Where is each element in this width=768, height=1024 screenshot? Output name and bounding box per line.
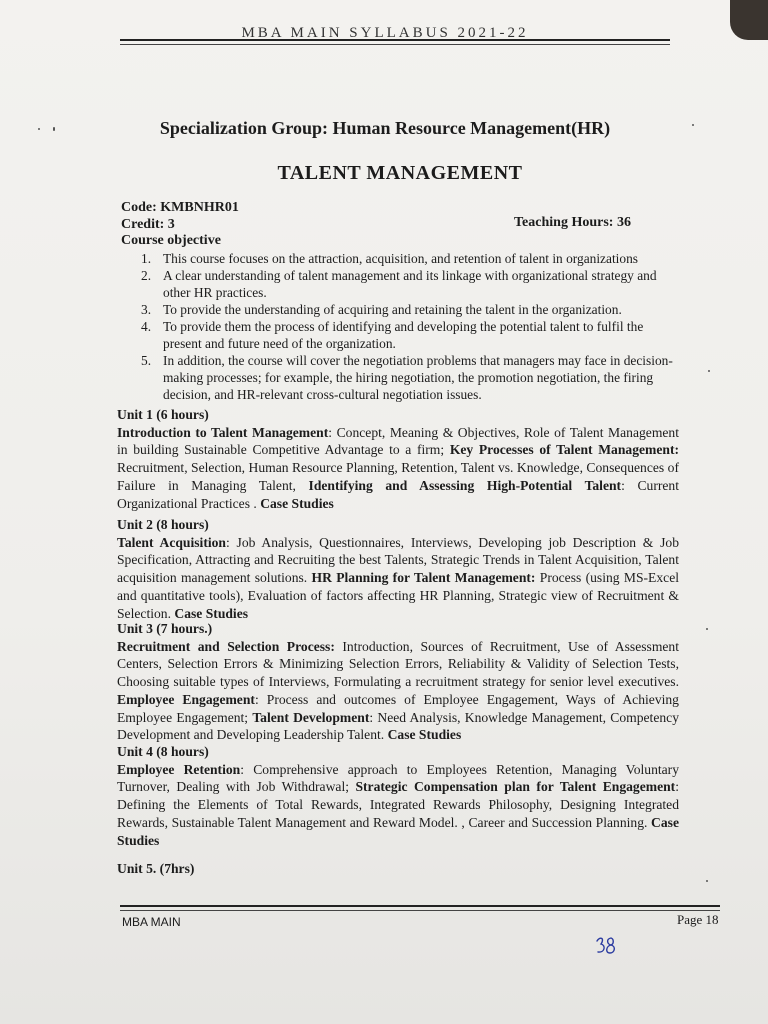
topic-title: Employee Retention xyxy=(117,761,241,777)
header-rule-thin xyxy=(120,44,670,45)
topic-title: Key Processes of Talent Management: xyxy=(449,442,680,458)
topic-text: : Process and outcomes of Employee Engagement, Ways of Achieving Employee Engagement; xyxy=(117,691,679,725)
specialization-heading: Specialization Group: Human Resource Management(HR) xyxy=(159,118,611,138)
unit-3-body xyxy=(117,638,679,744)
list-number: 5. xyxy=(141,353,152,368)
case-studies-label: Case Studies xyxy=(174,605,249,621)
list-number: 3. xyxy=(141,302,152,317)
unit-4-heading: Unit 4 (8 hours) xyxy=(117,744,209,759)
topic-text: : Comprehensive approach to Employees Retention, Managing Voluntary Turnover, Dealing with Job Withdrawal; xyxy=(117,761,680,795)
unit-2-body xyxy=(117,534,679,623)
unit-2-block xyxy=(117,516,679,622)
scan-speck xyxy=(38,128,40,130)
topic-title: Identifying and Assessing High-Potential Talent xyxy=(308,477,622,493)
topic-title: HR Planning for Talent Management: xyxy=(311,570,536,586)
teaching-hours: Teaching Hours: 36 xyxy=(514,215,631,230)
handwritten-page-mark xyxy=(594,935,618,957)
list-text: To provide them the process of identifying and developing the potential talent to fulfil the present and future need of the organization. xyxy=(163,319,644,351)
list-number: 1. xyxy=(141,251,152,266)
unit-1-block xyxy=(117,406,679,512)
page-number: Page 18 xyxy=(677,912,719,927)
objective-heading: Course objective xyxy=(121,233,221,248)
scan-speck xyxy=(706,628,708,630)
unit-4-block xyxy=(117,743,679,849)
topic-title: Talent Development xyxy=(252,709,370,725)
case-studies-label: Case Studies xyxy=(387,727,462,743)
topic-title: Introduction to Talent Management xyxy=(117,424,329,440)
unit-3-heading: Unit 3 (7 hours.) xyxy=(117,621,213,636)
running-header: MBA MAIN SYLLABUS 2021-22 xyxy=(241,25,529,38)
scan-speck xyxy=(706,880,708,882)
list-text: In addition, the course will cover the negotiation problems that managers may face in decision-making processes; for example, the hiring negotiation, the promotion negotiation, the firing decision, and HR-relevant cross-cultural negotiation issues. xyxy=(163,353,673,402)
list-item xyxy=(121,250,681,267)
scan-speck xyxy=(692,124,694,126)
header-rule-thick xyxy=(120,39,670,41)
course-code: Code: KMBNHR01 xyxy=(121,200,239,215)
unit-3-block xyxy=(117,620,679,744)
unit-2-heading: Unit 2 (8 hours) xyxy=(117,517,209,532)
list-number: 2. xyxy=(141,268,152,283)
case-studies-label: Case Studies xyxy=(260,495,334,511)
list-item xyxy=(121,352,681,403)
topic-title: Strategic Compensation plan for Talent Engagement xyxy=(355,779,676,795)
list-text: A clear understanding of talent management and its linkage with organizational strategy and other HR practices. xyxy=(163,268,657,300)
footer-rule-thick xyxy=(120,905,720,907)
unit-1-heading: Unit 1 (6 hours) xyxy=(117,407,209,422)
topic-text: Process (using MS-Excel and quantitative tools), Evaluation of factors affecting HR Planning, Strategic view of Recruitment & Selection. xyxy=(117,570,680,621)
topic-title: Employee Engagement xyxy=(117,691,255,707)
footer-program: MBA MAIN xyxy=(122,915,181,929)
unit-1-body xyxy=(117,424,679,513)
course-credit: Credit: 3 xyxy=(121,217,175,232)
list-text: To provide the understanding of acquiring and retaining the talent in the organization. xyxy=(163,302,622,317)
list-item xyxy=(121,318,681,352)
topic-text: Introduction, Sources of Recruitment, Use of Assessment Centers, Selection Errors & Minimizing Selection Errors, Reliability & Validity of Selection Tests, Choosing suitable types of Interviews, Formulating a recruitment strategy for senior level executives. xyxy=(117,638,679,690)
topic-text: : Defining the Elements of Total Rewards, Integrated Rewards Philosophy, Designing Integrated Rewards, Sustainable Talent Management and Reward Model. , Career and Succession Planning. xyxy=(117,779,679,830)
list-text: This course focuses on the attraction, acquisition, and retention of talent in organizations xyxy=(163,251,638,266)
topic-text: : Current Organizational Practices . xyxy=(117,477,680,511)
list-item xyxy=(121,301,681,318)
scan-speck xyxy=(53,127,55,131)
unit-5-heading: Unit 5. (7hrs) xyxy=(117,861,195,876)
list-item xyxy=(121,267,681,301)
topic-title: Recruitment and Selection Process: xyxy=(117,638,335,654)
topic-text: Recruitment, Selection, Human Resource Planning, Retention, Talent vs. Knowledge, Consequences of Failure in Managing Talent, xyxy=(117,460,679,493)
unit-5-block xyxy=(117,860,679,878)
objective-list xyxy=(121,250,681,403)
topic-text: : Need Analysis, Knowledge Management, Competency Development and Developing Leadership Talent. xyxy=(117,709,679,743)
topic-text: : Job Analysis, Questionnaires, Interviews, Developing job Description & Job Specification, Attracting and Recruiting the best Talents, Strategic Trends in Talent Acquisition, Talent acquisition management solutions. xyxy=(117,534,679,586)
course-title: TALENT MANAGEMENT xyxy=(277,162,523,184)
topic-text: : Concept, Meaning & Objectives, Role of Talent Management in building Sustainable Competitive Advantage to a firm; xyxy=(117,424,680,458)
topic-title: Talent Acquisition xyxy=(117,534,226,550)
list-number: 4. xyxy=(141,319,152,334)
unit-4-body xyxy=(117,761,679,850)
footer-rule-thin xyxy=(120,910,720,911)
scan-speck xyxy=(708,370,710,372)
page-corner-shadow xyxy=(730,0,768,40)
case-studies-label: Case Studies xyxy=(117,814,679,848)
